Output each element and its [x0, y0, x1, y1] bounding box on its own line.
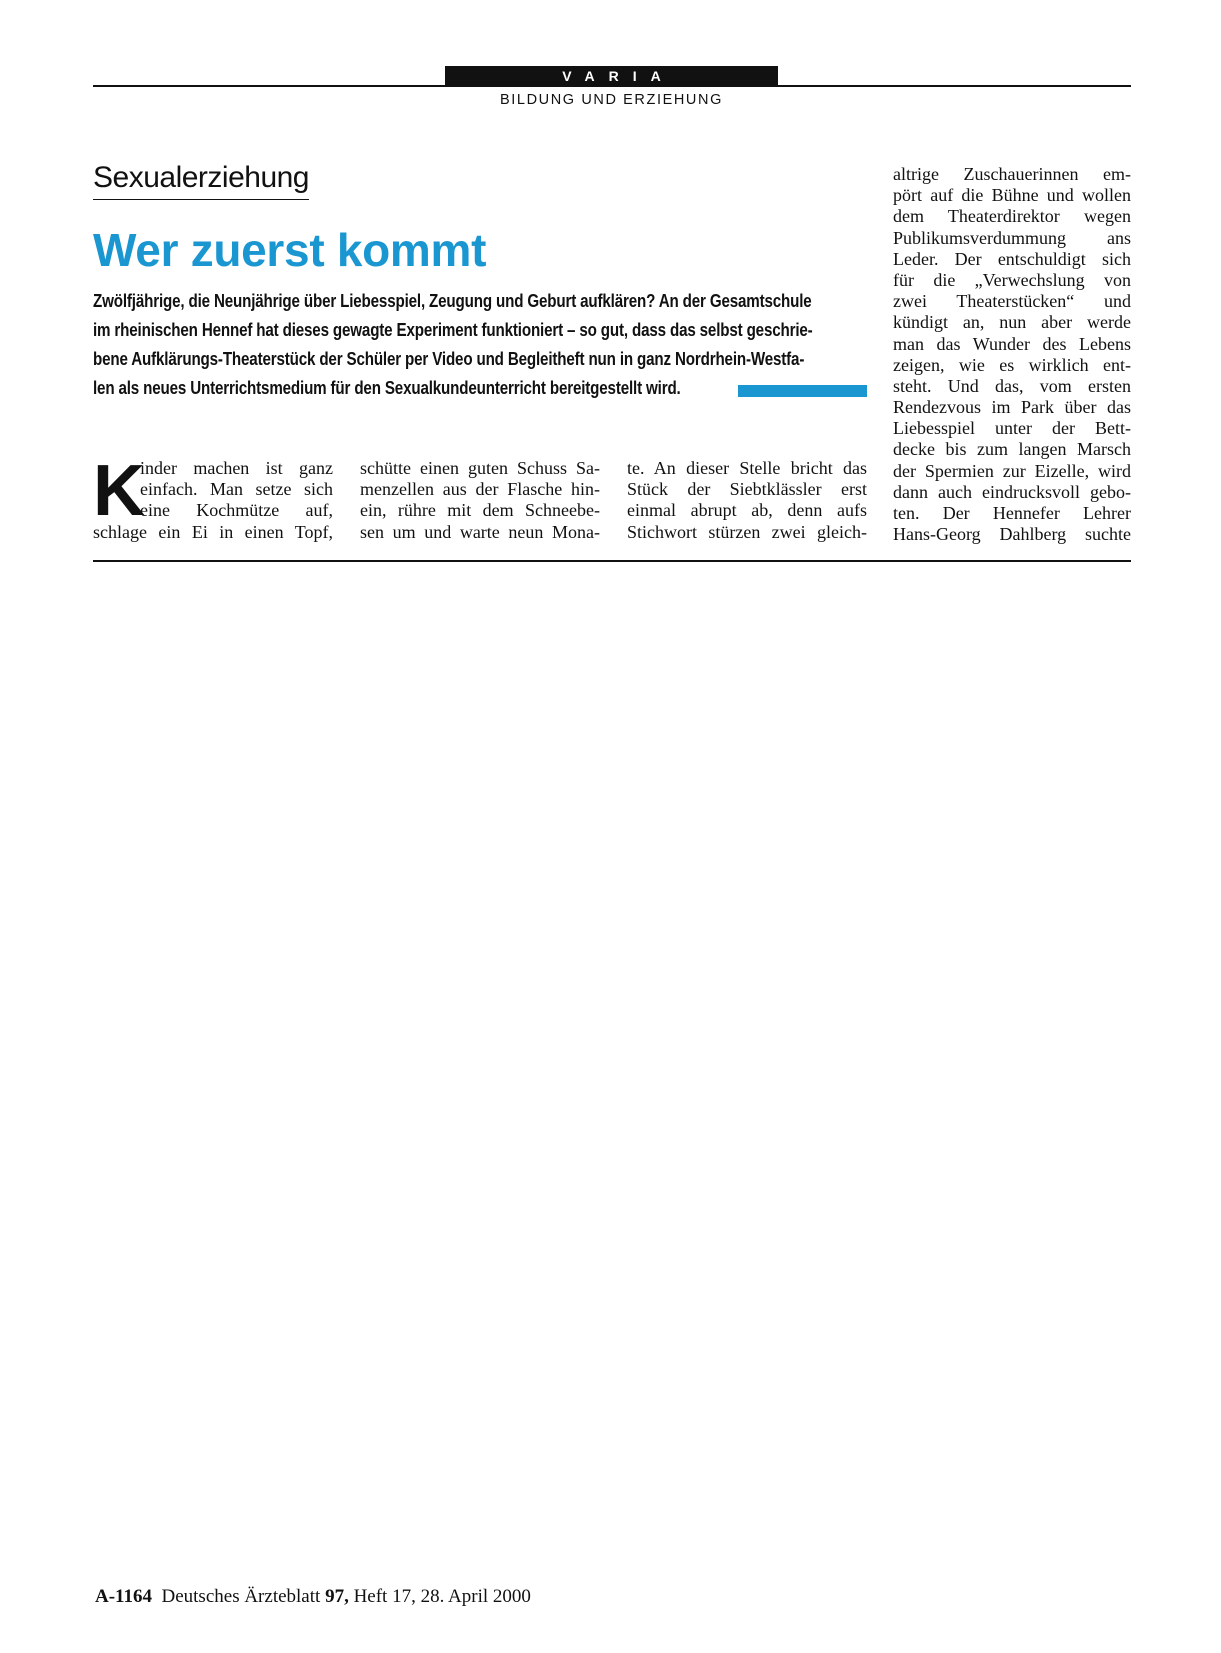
journal-volume: 97,	[325, 1586, 349, 1607]
body-line: pört auf die Bühne und wollen	[893, 185, 1131, 206]
body-line: schütte einen guten Schuss Sa-	[360, 458, 600, 478]
body-line: dann auch eindrucksvoll gebo-	[893, 481, 1131, 502]
body-column-3	[627, 458, 867, 543]
body-line: steht. Und das, vom ersten	[893, 375, 1131, 396]
body-line: für die „Verwechslung von	[893, 269, 1131, 290]
body-line: zeigen, wie es wirklich ent-	[893, 354, 1131, 375]
page-number: A-1164	[95, 1586, 152, 1607]
body-line: Hans-Georg Dahlberg suchte	[893, 524, 1131, 545]
journal-issue: Heft 17, 28. April 2000	[353, 1586, 531, 1607]
body-line: sen um und warte neun Mona-	[360, 521, 600, 542]
drop-cap: K	[93, 451, 145, 531]
body-line: Leder. Der entschuldigt sich	[893, 248, 1131, 269]
body-line: kündigt an, nun aber werde	[893, 312, 1131, 333]
body-line: Rendezvous im Park über das	[893, 397, 1131, 418]
body-line: altrige Zuschauerinnen em-	[893, 164, 1131, 184]
body-column-4	[893, 164, 1131, 545]
body-line: Publikumsverdummung ans	[893, 227, 1131, 248]
body-line: inder machen ist ganz	[140, 458, 333, 478]
page-footer	[95, 1586, 531, 1608]
lead-accent-bar	[738, 385, 867, 397]
body-line: Liebesspiel unter der Bett-	[893, 418, 1131, 439]
lead-line: Zwölfjährige, die Neunjährige über Liebesspiel, Zeugung und Geburt aufklären? An der Gesamtschule	[93, 290, 812, 311]
body-column-1	[93, 451, 333, 543]
body-line: Stichwort stürzen zwei gleich-	[627, 521, 867, 542]
body-line: menzellen aus der Flasche hin-	[360, 479, 600, 500]
article-bottom-rule	[93, 560, 1131, 562]
body-line: decke bis zum langen Marsch	[893, 439, 1131, 460]
body-line: einfach. Man setze sich	[140, 479, 333, 500]
lead-line: len als neues Unterrichtsmedium für den Sexualkundeunterricht bereitgestellt wird.	[93, 377, 681, 398]
body-line: eine Kochmütze auf,	[140, 500, 333, 521]
subsection-label: BILDUNG UND ERZIEHUNG	[500, 92, 723, 108]
body-line: man das Wunder des Lebens	[893, 333, 1131, 354]
body-line: einmal abrupt ab, denn aufs	[627, 500, 867, 521]
body-line: dem Theaterdirektor wegen	[893, 206, 1131, 227]
body-line: schlage ein Ei in einen Topf,	[93, 521, 333, 542]
article-headline: Wer zuerst kommt	[93, 224, 487, 276]
body-column-2	[360, 458, 600, 543]
body-line: der Spermien zur Eizelle, wird	[893, 460, 1131, 481]
body-line: ein, rühre mit dem Schneebe-	[360, 500, 600, 521]
section-label: VARIA	[445, 66, 778, 86]
lead-line: bene Aufklärungs-Theaterstück der Schüler per Video und Begleitheft nun in ganz Nordrhein-Westfa-	[93, 348, 805, 369]
journal-name: Deutsches Ärzteblatt	[161, 1586, 321, 1607]
body-line: te. An dieser Stelle bricht das	[627, 458, 867, 478]
body-line: Stück der Siebtklässler erst	[627, 479, 867, 500]
lead-line: im rheinischen Hennef hat dieses gewagte Experiment funktioniert – so gut, dass das selbst geschrie-	[93, 319, 813, 340]
article-kicker: Sexualerziehung	[93, 160, 309, 200]
body-line: zwei Theaterstücken“ und	[893, 291, 1131, 312]
body-line: ten. Der Hennefer Lehrer	[893, 503, 1131, 523]
